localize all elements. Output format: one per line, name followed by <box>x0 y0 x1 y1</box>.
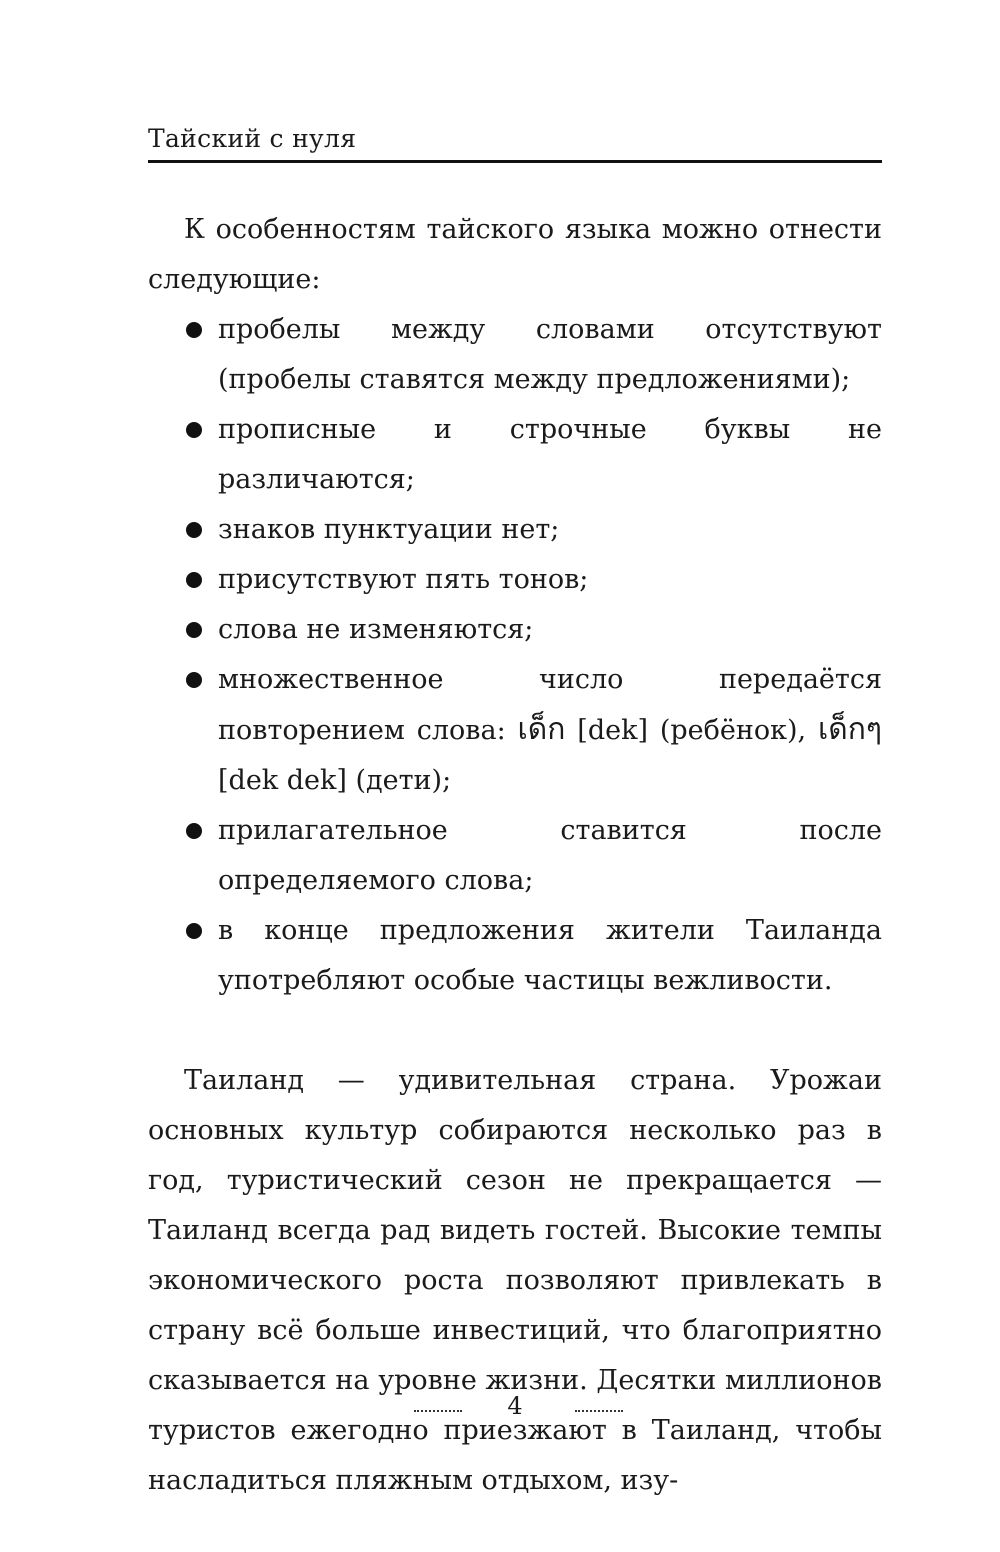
intro-paragraph: К особенностям тайского языка можно отнести следующие: <box>148 214 882 295</box>
list-item-text: знаков пунктуации нет; <box>218 514 560 545</box>
thai-word-child: เด็ก <box>517 712 566 747</box>
list-item <box>148 555 882 605</box>
bullet-icon <box>186 522 202 538</box>
footer-dots-left <box>414 1396 462 1412</box>
list-item-text: пробелы между словами отсутствуют (пробелы ставятся между предложениями); <box>218 314 882 395</box>
list-item-plural <box>148 655 882 806</box>
thai-word-children: เด็กๆ <box>817 712 882 747</box>
translit-children: [dek dek] (дети); <box>218 765 452 796</box>
bullet-icon <box>186 572 202 588</box>
section-gap <box>148 1006 882 1056</box>
bullet-icon <box>186 422 202 438</box>
list-item <box>148 405 882 505</box>
list-item-text: в конце предложения жители Таиланда употребляют особые частицы вежливости. <box>218 915 882 996</box>
header-rule <box>148 160 882 163</box>
plural-text: множественное число передаётся повторением слова: <box>218 664 882 746</box>
list-item-text: присутствуют пять тонов; <box>218 564 589 595</box>
running-head: Тайский с нуля <box>148 124 357 153</box>
bullet-icon <box>186 322 202 338</box>
bullet-icon <box>186 823 202 839</box>
list-item-text: прописные и строчные буквы не различаются; <box>218 414 882 495</box>
bullet-icon <box>186 622 202 638</box>
list-item-text: прилагательное ставится после определяемого слова; <box>218 815 882 896</box>
bullet-icon <box>186 923 202 939</box>
list-item <box>148 505 882 555</box>
list-item <box>148 806 882 906</box>
body-paragraph: Таиланд — удивительная страна. Урожаи основных культур собираются несколько раз в год, туристический сезон не прекращается — Таиланд всегда рад видеть гостей. Высокие темпы экономического роста позволяют привлекать в страну всё больше инвестиций, что благоприятно сказывается на уровне жизни. Десятки миллионов туристов ежегодно приезжают в Таиланд, чтобы насладиться пляжным отдыхом, изу- <box>148 1065 882 1496</box>
list-item <box>148 305 882 405</box>
page-footer <box>0 1392 1000 1426</box>
bullet-icon <box>186 672 202 688</box>
list-item <box>148 906 882 1006</box>
page-content <box>148 205 882 1506</box>
list-item-text: слова не изменяются; <box>218 614 534 645</box>
footer-dots-right <box>575 1396 623 1412</box>
translit-child: [dek] (ребёнок), <box>565 715 818 746</box>
list-item <box>148 605 882 655</box>
page-number: 4 <box>507 1392 523 1420</box>
features-list <box>148 305 882 1006</box>
